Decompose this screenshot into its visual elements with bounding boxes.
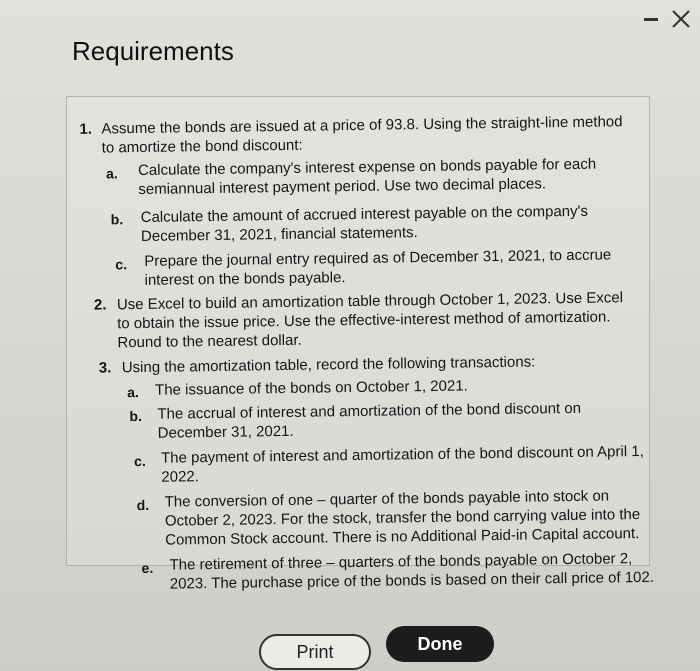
requirement-number: 2. (93, 296, 107, 314)
close-icon (668, 6, 694, 32)
sub-item-text: The payment of interest and amortization of the bond discount on April 1, (160, 442, 644, 467)
sub-item-letter: e. (141, 559, 154, 577)
sub-item-letter: a. (127, 384, 139, 401)
requirement-number: 3. (98, 359, 112, 377)
print-button[interactable]: Print (259, 634, 371, 670)
sub-item-text: The accrual of interest and amortization of the bond discount on (157, 399, 582, 423)
requirement-text: Assume the bonds are issued at a price of 93.8. Using the straight-line method (101, 113, 623, 138)
requirements-panel (66, 96, 655, 593)
sub-item-text: Calculate the company's interest expense on bonds payable for each (137, 155, 597, 180)
sub-item-text: 2023. The purchase price of the bonds is based on their call price of 102. (169, 568, 655, 593)
sub-item-text: Common Stock account. There is no Additional Paid-in Capital account. (165, 525, 640, 549)
close-button[interactable] (668, 6, 694, 32)
requirement-text: Use Excel to build an amortization table through October 1, 2023. Use Excel (116, 289, 624, 314)
requirements-list (67, 89, 667, 593)
sub-item-text: October 2, 2023. For the stock, transfer the bond carrying value into the (164, 506, 641, 530)
sub-item-text: semiannual interest payment period. Use two decimal places. (138, 175, 547, 199)
sub-item-letter: a. (105, 165, 118, 182)
sub-item-text: December 31, 2021, financial statements. (140, 224, 418, 245)
sub-item-letter: b. (110, 211, 124, 228)
sub-item-letter: b. (129, 407, 143, 425)
sub-item-letter: d. (136, 496, 150, 514)
sub-item-text: interest on the bonds payable. (144, 269, 346, 289)
sub-item-text: The retirement of three – quarters of the bonds payable on October 2, (169, 550, 633, 574)
requirement-text: Round to the nearest dollar. (117, 331, 302, 352)
sub-item-letter: c. (115, 256, 128, 273)
sub-item-text: The conversion of one – quarter of the bonds payable into stock on (164, 487, 610, 511)
dialog-title: Requirements (72, 36, 234, 66)
requirement-text: to amortize the bond discount: (101, 136, 303, 157)
sub-item-text: December 31, 2021. (157, 422, 294, 442)
sub-item-text: 2022. (161, 468, 199, 486)
requirement-text: Using the amortization table, record the following transactions: (121, 353, 536, 377)
requirement-number: 1. (79, 120, 93, 138)
sub-item-text: Calculate the amount of accrued interest payable on the company's (140, 202, 589, 226)
minimize-icon (644, 18, 658, 21)
sub-item-text: The issuance of the bonds on October 1, 2021. (154, 377, 468, 399)
done-button[interactable]: Done (386, 626, 494, 662)
requirement-text: to obtain the issue price. Use the effective-interest method of amortization. (117, 308, 611, 333)
minimize-button[interactable] (640, 8, 662, 30)
sub-item-text: Prepare the journal entry required as of December 31, 2021, to accrue (144, 246, 612, 270)
sub-item-letter: c. (133, 452, 146, 470)
